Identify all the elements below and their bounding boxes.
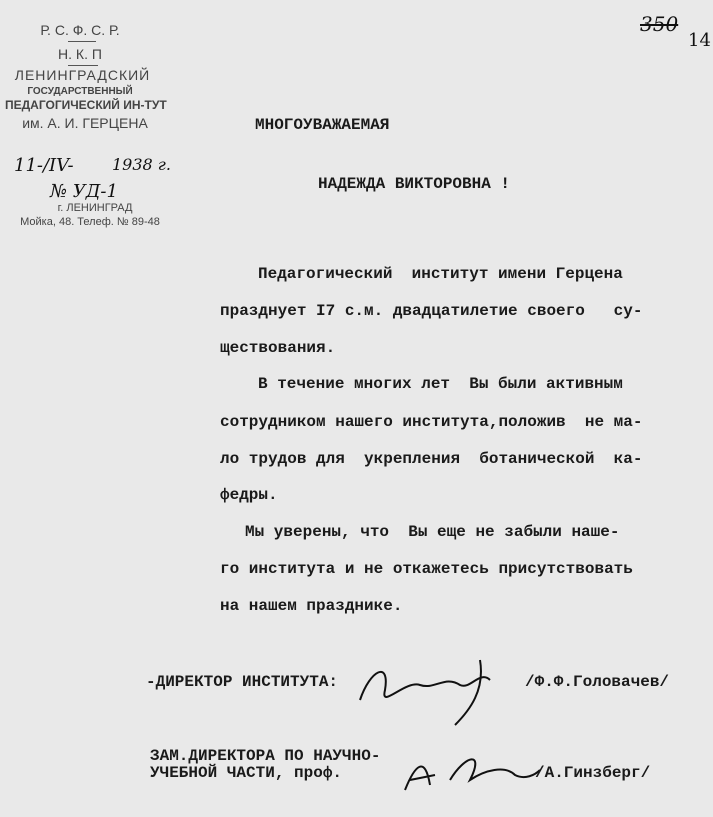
stamp-nkp: Н. К. П [58, 46, 102, 62]
salutation-line-2: НАДЕЖДА ВИКТОРОВНА ! [318, 175, 511, 193]
stamp-number: № УД-1 [50, 181, 118, 202]
deputy-title-line-1: ЗАМ.ДИРЕКТОРА ПО НАУЧНО- [150, 747, 381, 765]
stamp-herzen: им. А. И. ГЕРЦЕНА [22, 115, 148, 131]
stamp-year: 1938 г. [112, 155, 171, 174]
stamp-rsfsr: Р. С. Ф. С. Р. [40, 22, 120, 38]
body-line: празднует I7 с.м. двадцатилетие своего су- [220, 302, 643, 320]
stamp-date: 11-/IV- [14, 155, 74, 176]
stamp-leningrad: ЛЕНИНГРАДСКИЙ [14, 67, 151, 83]
body-line: Мы уверены, что Вы еще не забыли наше- [245, 523, 620, 541]
deputy-title-line-2: УЧЕБНОЙ ЧАСТИ, проф. [150, 764, 343, 782]
stamp-city: г. ЛЕНИНГРАД [57, 202, 133, 214]
stamp-pedagogical: ПЕДАГОГИЧЕСКИЙ ИН-ТУТ [5, 98, 167, 112]
page-number: 14 [688, 30, 711, 51]
deputy-signature [395, 735, 545, 805]
body-line: го института и не откажетесь присутствовать [220, 560, 633, 578]
stamp-address: Мойка, 48. Телеф. № 89-48 [20, 216, 160, 228]
director-title: -ДИРЕКТОР ИНСТИТУТА: [146, 673, 339, 691]
body-line: ло трудов для укрепления ботанической ка- [220, 450, 643, 468]
stamp-state: ГОСУДАРСТВЕННЫЙ [27, 86, 133, 97]
body-line: ществования. [220, 339, 336, 357]
archive-mark: 350 [640, 12, 679, 36]
director-name: /Ф.Ф.Головачев/ [525, 673, 670, 691]
body-line: сотрудником нашего института,положив не ма- [220, 413, 643, 431]
body-line: на нашем празднике. [220, 597, 403, 615]
body-line: Педагогический институт имени Герцена [258, 265, 623, 283]
body-line: федры. [220, 486, 278, 504]
salutation-line-1: МНОГОУВАЖАЕМАЯ [255, 116, 390, 134]
director-signature [350, 650, 510, 730]
body-line: В течение многих лет Вы были активным [258, 375, 623, 393]
deputy-name: /А.Гинзберг/ [535, 764, 651, 782]
